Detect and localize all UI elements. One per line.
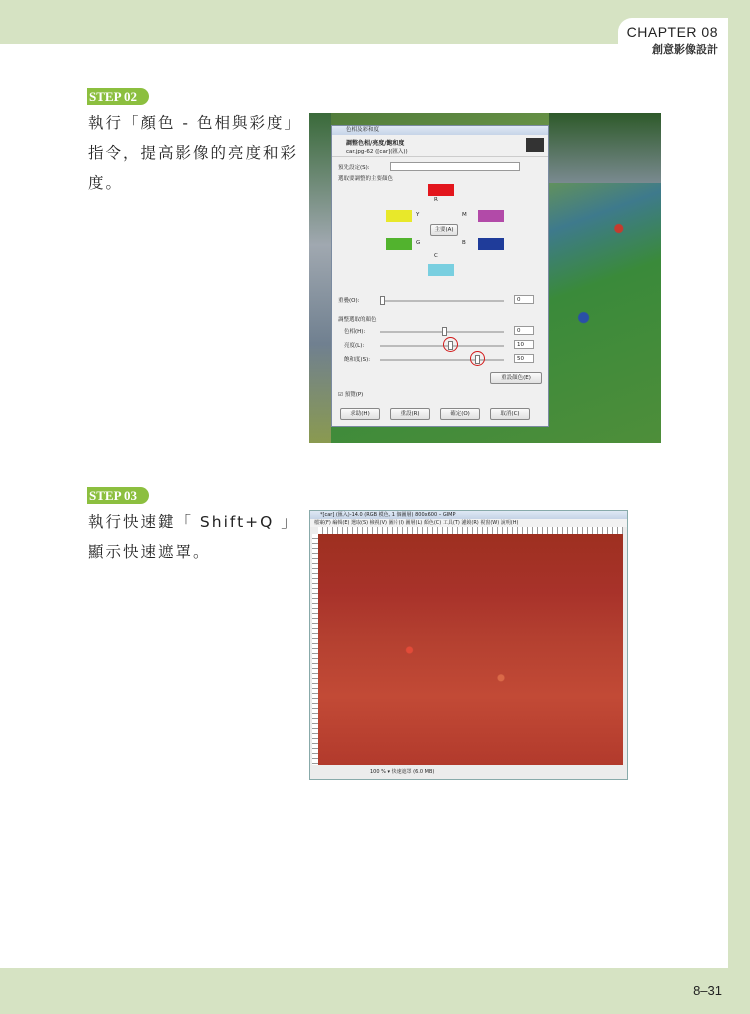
gimp-status-bar: 100 % ▾ 快速遮罩 (6.0 MB) [310, 765, 627, 779]
adjust-label: 調整選取的顏色 [338, 317, 377, 323]
reset-color-button[interactable]: 重設顏色(E) [490, 372, 542, 384]
overlap-value[interactable]: 0 [514, 295, 534, 304]
dialog-title: 色相及彩和度 [332, 126, 548, 135]
radio-g-label[interactable]: G [416, 240, 421, 246]
hue-saturation-dialog [331, 125, 549, 427]
bottom-band [0, 968, 750, 1014]
hue-saturation-screenshot [309, 113, 661, 443]
dialog-header [332, 135, 548, 157]
overlap-slider[interactable] [380, 300, 504, 302]
radio-b-label[interactable]: B [462, 240, 466, 246]
photo-background-houses [549, 113, 661, 183]
help-button[interactable]: 求助(H) [340, 408, 380, 420]
saturation-highlight-circle [470, 351, 485, 366]
preset-label: 預先設定(S): [338, 165, 370, 171]
horizontal-ruler [318, 527, 623, 534]
step-02-text: 執行「顏色 - 色相與彩度」指令，提高影像的亮度和彩度。 [88, 114, 299, 192]
reset-button[interactable]: 重設(R) [390, 408, 430, 420]
radio-y-label[interactable]: Y [416, 212, 420, 218]
cancel-button[interactable]: 取消(C) [490, 408, 530, 420]
radio-m-label[interactable]: M [462, 212, 467, 218]
swatch-red[interactable] [428, 184, 454, 196]
step-02-badge: STEP 02 [87, 88, 149, 105]
gimp-title-bar: *[car] (匯入)-14.0 (RGB 模色, 1 個圖層) 800x600 – GIMP [310, 511, 627, 519]
chapter-title: 創意影像設計 [652, 43, 718, 56]
hue-value[interactable]: 0 [514, 326, 534, 335]
lightness-slider[interactable] [380, 345, 504, 347]
swatch-green[interactable] [386, 238, 412, 250]
step-03-badge: STEP 03 [87, 487, 149, 504]
swatch-cyan[interactable] [428, 264, 454, 276]
radio-c-label[interactable]: C [434, 253, 438, 259]
saturation-slider[interactable] [380, 359, 504, 361]
hue-knob[interactable] [442, 327, 447, 336]
overlap-label: 重疊(O): [338, 298, 360, 304]
step-03-text: 執行快速鍵「 Shift+Q 」顯示快速遮罩。 [88, 513, 292, 561]
swatch-magenta[interactable] [478, 210, 504, 222]
lightness-value[interactable]: 10 [514, 340, 534, 349]
gimp-window-screenshot [309, 510, 628, 780]
chapter-number: CHAPTER 08 [626, 24, 718, 40]
right-band [728, 0, 750, 1014]
master-button[interactable]: 主要(A) [430, 224, 458, 236]
chapter-tab [618, 18, 728, 60]
hue-label: 色相(H): [344, 329, 366, 335]
primary-color-label: 選取要調整的主要顏色 [338, 176, 394, 182]
preset-combo[interactable] [390, 162, 520, 171]
lightness-highlight-circle [443, 337, 458, 352]
lightness-label: 亮度(L): [344, 343, 365, 349]
image-thumbnail [526, 138, 544, 152]
dialog-subheading: car.jpg-62 ([car](匯入)) [346, 149, 408, 155]
preview-label: 預覽(P) [344, 392, 364, 398]
page-number: 8–31 [693, 983, 722, 998]
photo-background-left [309, 113, 331, 443]
quick-mask-canvas[interactable] [318, 534, 623, 766]
dialog-heading: 調整色相/亮度/飽和度 [346, 140, 405, 147]
swatch-blue[interactable] [478, 238, 504, 250]
saturation-value[interactable]: 50 [514, 354, 534, 363]
overlap-knob[interactable] [380, 296, 385, 305]
preview-checkbox[interactable]: ☑ 預覽(P) [338, 392, 364, 398]
ok-button[interactable]: 確定(O) [440, 408, 480, 420]
saturation-label: 飽和度(S): [344, 357, 371, 363]
swatch-yellow[interactable] [386, 210, 412, 222]
radio-r-label[interactable]: R [434, 197, 438, 203]
gimp-menu-bar[interactable]: 檔案(F) 編輯(E) 選取(S) 檢視(V) 圖片(I) 圖層(L) 顏色(C) 工具(T) 濾鏡(R) 視窗(W) 說明(H) [310, 519, 627, 527]
